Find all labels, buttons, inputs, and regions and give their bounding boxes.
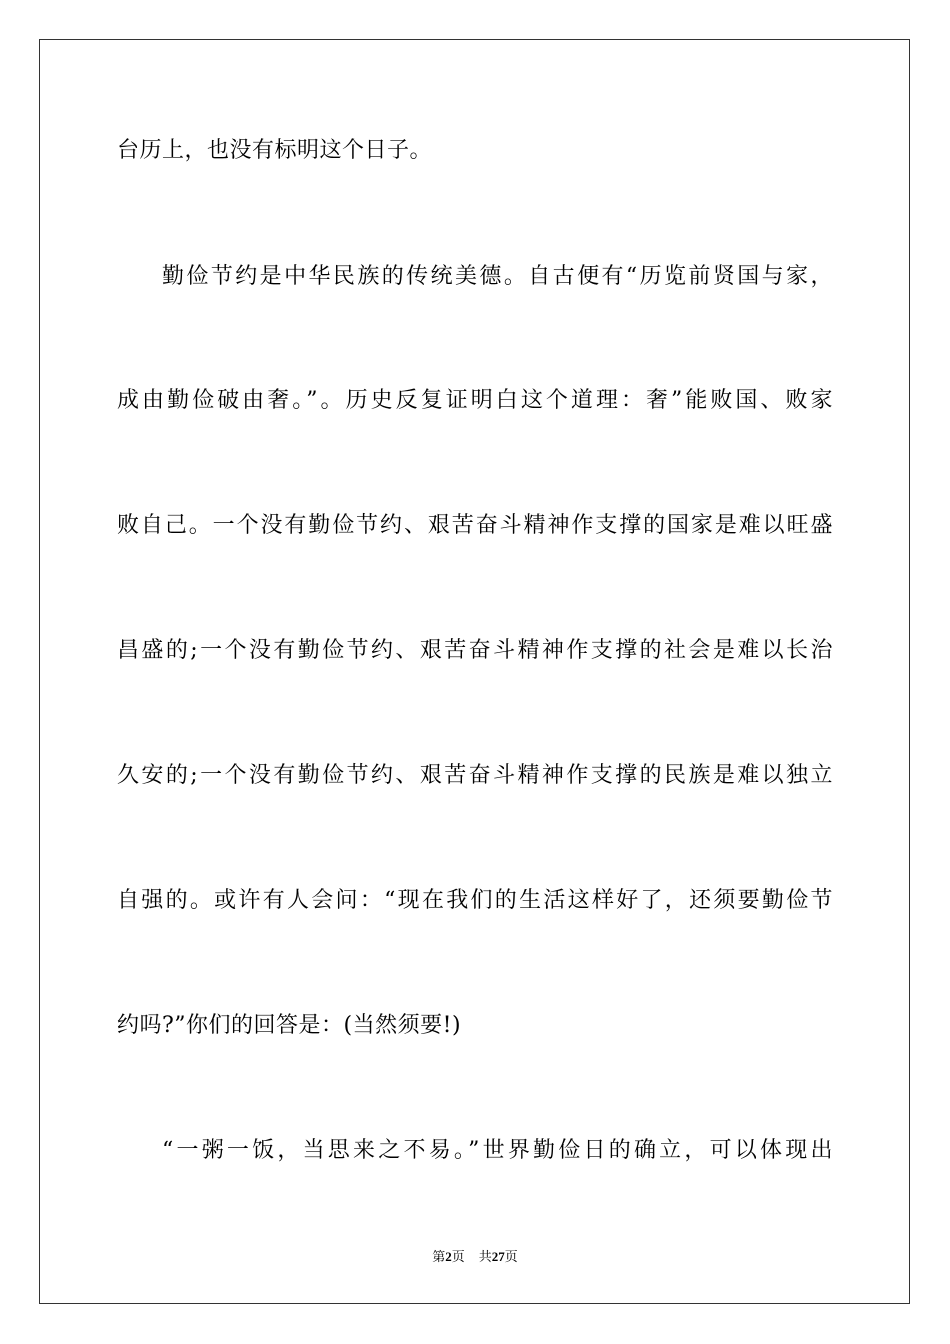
text-line-7: 自强的。或许有人会问：“现在我们的生活这样好了，还须要勤俭节	[117, 888, 833, 913]
text-line-2: 勤俭节约是中华民族的传统美德。自古便有“历览前贤国与家，	[162, 264, 833, 289]
page-prefix: 第	[432, 1250, 446, 1265]
text-line-9: “一粥一饭，当思来之不易。”世界勤俭日的确立，可以体现出	[162, 1138, 833, 1163]
text-line-1: 台历上，也没有标明这个日子。	[117, 138, 433, 163]
page-suffix: 页	[451, 1250, 465, 1265]
page-border	[39, 39, 910, 1304]
total-pages: 27	[491, 1249, 505, 1264]
page-footer	[0, 1248, 950, 1267]
text-line-3: 成由勤俭破由奢。”。历史反复证明白这个道理：奢”能败国、败家	[117, 388, 833, 413]
text-line-4: 败自己。一个没有勤俭节约、艰苦奋斗精神作支撑的国家是难以旺盛	[117, 513, 833, 538]
text-line-6: 久安的;一个没有勤俭节约、艰苦奋斗精神作支撑的民族是难以独立	[117, 763, 833, 788]
total-suffix: 页	[504, 1250, 518, 1265]
text-line-8: 约吗?”你们的回答是：(当然须要!)	[117, 1013, 462, 1038]
total-prefix: 共	[478, 1250, 492, 1265]
text-line-5: 昌盛的;一个没有勤俭节约、艰苦奋斗精神作支撑的社会是难以长治	[117, 638, 833, 663]
page-number: 2	[445, 1249, 452, 1264]
